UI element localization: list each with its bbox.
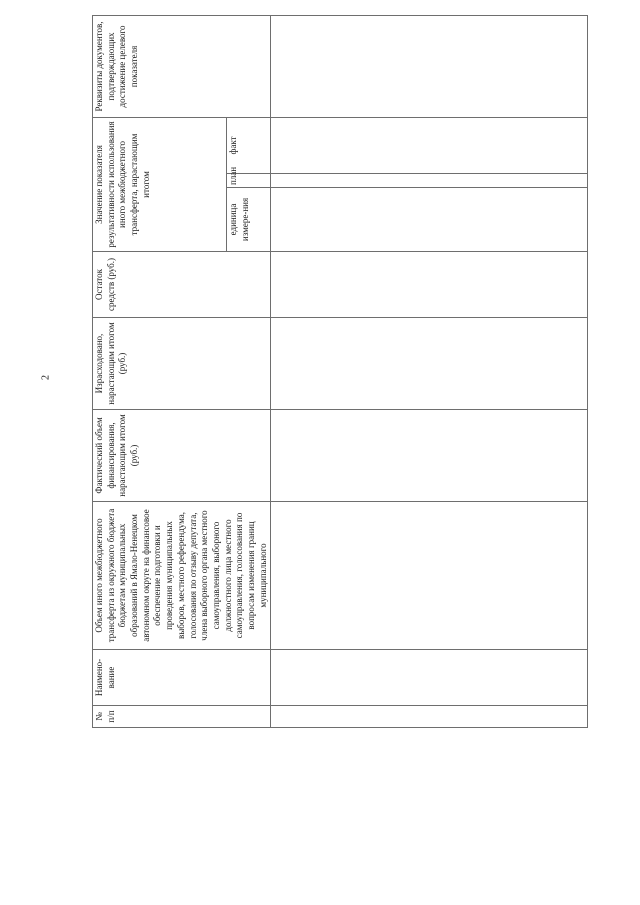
header-remainder: Остаток средств (руб.) <box>93 252 271 318</box>
page-number: 2 <box>40 375 52 380</box>
header-num: № п/п <box>93 706 271 728</box>
header-spent: Израсходовано, нарастающим итогом (руб.) <box>93 318 271 410</box>
header-plan: план <box>227 174 271 188</box>
report-table <box>92 15 588 728</box>
header-row-1 <box>93 15 227 727</box>
header-actual-financing: Фактический объем финансирования, нарастающим итогом (руб.) <box>93 410 271 502</box>
cell-name <box>271 650 588 706</box>
cell-spent <box>271 318 588 410</box>
cell-documents <box>271 15 588 117</box>
cell-num <box>271 706 588 728</box>
cell-unit <box>271 188 588 252</box>
header-fact: факт <box>227 117 271 173</box>
cell-remainder <box>271 252 588 318</box>
cell-actual-financing <box>271 410 588 502</box>
rotated-table-container <box>92 16 588 728</box>
table-row-empty <box>271 15 588 727</box>
header-unit: единица измере-ния <box>227 188 271 252</box>
cell-plan <box>271 174 588 188</box>
cell-transfer-volume <box>271 502 588 650</box>
header-name: Наимено-вание <box>93 650 271 706</box>
header-transfer-volume: Объем иного межбюджетного трансферта из окружного бюджета бюджетам муниципальных образований в Ямало-Ненецком автономном округе на финансовое обеспечение подготовки и проведения муниципальных выборов, местного референдума, голосования по отзыву депутата, члена выборного органа местного самоуправления, выборного должностного лица местного самоуправления, голосования по вопросам изменения границ муниципального <box>93 502 271 650</box>
header-indicator-group: Значение показателя результативности использования иного межбюджетного трансферта, нарастающим итогом <box>93 117 227 251</box>
header-documents: Реквизиты документов, подтверждающих достижение целевого показателя <box>93 15 271 117</box>
cell-fact <box>271 117 588 173</box>
